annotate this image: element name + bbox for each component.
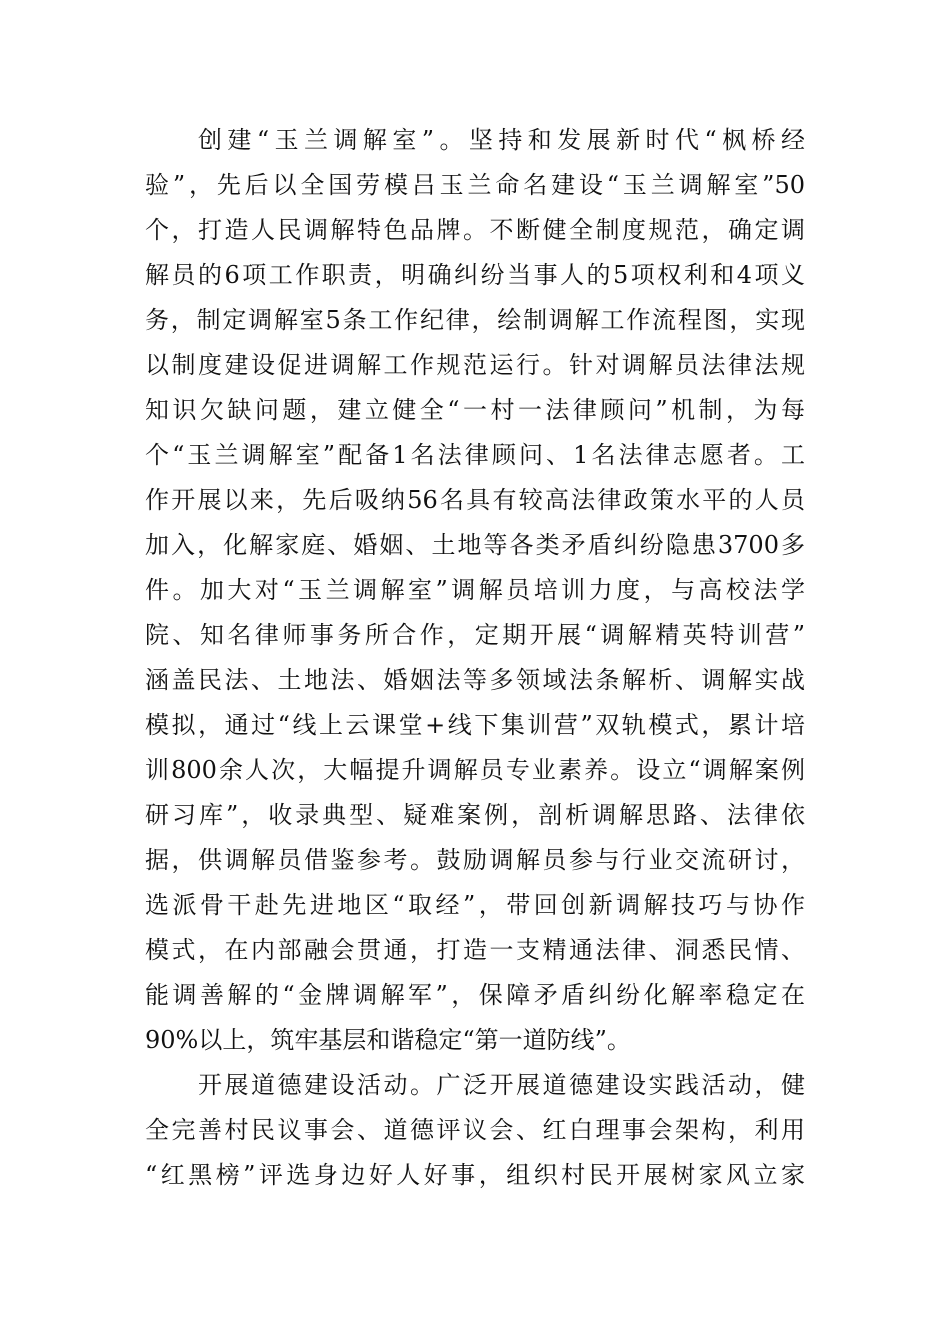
paragraph-line: 解员的6项工作职责，明确纠纷当事人的5项权利和4项义: [145, 261, 805, 289]
paragraph-line: 训800余人次，大幅提升调解员专业素养。设立“调解案例: [145, 756, 805, 784]
paragraph-line: 以制度建设促进调解工作规范运行。针对调解员法律法规: [145, 351, 805, 379]
paragraph-line: 涵盖民法、土地法、婚姻法等多领域法条解析、调解实战: [145, 666, 805, 694]
paragraph-line: 加入，化解家庭、婚姻、土地等各类矛盾纠纷隐患3700多: [145, 531, 805, 559]
paragraph-line: 个“玉兰调解室”配备1名法律顾问、1名法律志愿者。工: [145, 441, 805, 469]
paragraph-line: 90%以上，筑牢基层和谐稳定“第一道防线”。: [145, 1026, 631, 1054]
paragraph-line: 务，制定调解室5条工作纪律，绘制调解工作流程图，实现: [145, 306, 805, 334]
paragraph-line: 院、知名律师事务所合作，定期开展“调解精英特训营”: [145, 621, 805, 649]
paragraph-line: 知识欠缺问题，建立健全“一村一法律顾问”机制，为每: [145, 396, 805, 424]
paragraph-line: 件。加大对“玉兰调解室”调解员培训力度，与高校法学: [145, 576, 805, 604]
paragraph-line: “红黑榜”评选身边好人好事，组织村民开展树家风立家: [145, 1161, 805, 1189]
paragraph-line: 选派骨干赴先进地区“取经”，带回创新调解技巧与协作: [145, 891, 805, 919]
paragraph-line: 全完善村民议事会、道德评议会、红白理事会架构，利用: [145, 1116, 805, 1144]
body-text: [145, 118, 805, 1198]
paragraph-line: 开展道德建设活动。广泛开展道德建设实践活动，健: [198, 1071, 805, 1099]
paragraph-line: 据，供调解员借鉴参考。鼓励调解员参与行业交流研讨，: [145, 846, 805, 874]
paragraph-line: 研习库”，收录典型、疑难案例，剖析调解思路、法律依: [145, 801, 805, 829]
paragraph-line: 验”，先后以全国劳模吕玉兰命名建设“玉兰调解室”50: [145, 171, 805, 199]
paragraph-line: 创建“玉兰调解室”。坚持和发展新时代“枫桥经: [198, 126, 805, 154]
paragraph-line: 模式，在内部融会贯通，打造一支精通法律、洞悉民情、: [145, 936, 805, 964]
paragraph-line: 模拟，通过“线上云课堂+线下集训营”双轨模式，累计培: [145, 711, 805, 739]
paragraph-line: 个，打造人民调解特色品牌。不断健全制度规范，确定调: [145, 216, 805, 244]
paragraph-yulan-mediation-room: [145, 118, 805, 1063]
paragraph-line: 作开展以来，先后吸纳56名具有较高法律政策水平的人员: [145, 486, 805, 514]
paragraph-line: 能调善解的“金牌调解军”，保障矛盾纠纷化解率稳定在: [145, 981, 805, 1009]
paragraph-moral-construction: [145, 1063, 805, 1198]
